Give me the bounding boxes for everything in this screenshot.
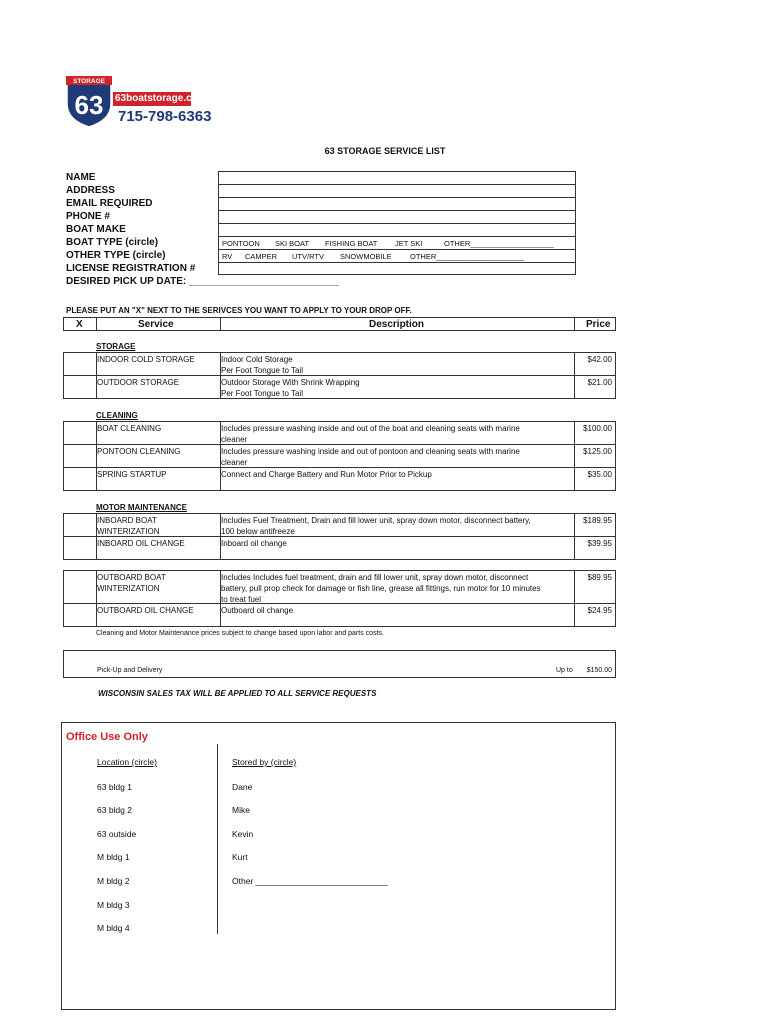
service-name: BOAT CLEANING [97,424,162,433]
divider [574,318,575,330]
table-row[interactable] [63,513,616,537]
location-option[interactable]: M bldg 1 [97,852,130,862]
desc-line: battery, pull prop check for damage or fish line, grease all fittings, run motor for 10 minutes [221,584,541,593]
field-label-pickup-date[interactable]: DESIRED PICK UP DATE: ___________________________ [66,276,340,287]
stored-by-option[interactable]: Kevin [232,829,254,839]
pickup-price: $150.00 [586,667,612,674]
location-option[interactable]: 63 bldg 1 [97,782,132,792]
other-type-utv[interactable]: UTV/RTV [292,252,324,261]
pickup-upto: Up to [556,667,573,674]
desc-line: Includes Includes fuel treatment, drain and fill lower unit, spray down motor, disconnect [221,573,529,582]
field-label-address: ADDRESS [66,185,115,196]
other-type-camper[interactable]: CAMPER [245,252,278,261]
logo-banner: STORAGE [72,78,106,85]
tax-notice: WISCONSIN SALES TAX WILL BE APPLIED TO ALL SERVICE REQUESTS [98,689,377,698]
service-description [221,515,561,537]
header-price: Price [586,319,611,330]
section-motor: MOTOR MAINTENANCE [96,503,187,512]
table-row[interactable] [63,536,616,560]
other-type-rv[interactable]: RV [222,252,233,261]
address-input[interactable] [218,184,576,197]
divider [574,604,575,626]
service-price: $189.95 [583,516,612,525]
phone-input[interactable] [218,210,576,223]
service-description: Inboard oil change [221,539,287,548]
divider [574,571,575,603]
desc-line: Outdoor Storage With Shrink Wrapping [221,378,360,387]
service-price: $100.00 [583,424,612,433]
field-label-phone: PHONE # [66,211,110,222]
service-name: PONTOON CLEANING [97,447,181,456]
other-type-other[interactable]: OTHER_____________________ [410,252,524,261]
desc-line: cleaner [221,458,248,467]
desc-line: Per Foot Tongue to Tail [221,389,303,398]
header-x: X [76,319,83,330]
logo [64,76,114,128]
service-price: $42.00 [587,355,612,364]
header-service: Service [138,319,174,330]
divider [220,318,221,330]
service-price: $89.95 [587,573,612,582]
desc-line: Includes Fuel Treatment, Drain and fill lower unit, spray down motor, disconnect battery, [221,516,531,525]
service-line: WINTERIZATION [97,584,160,593]
divider [574,514,575,536]
field-label-name: NAME [66,172,96,183]
table-row[interactable] [63,352,616,376]
service-line: OUTBOARD BOAT [97,573,166,582]
desc-line: Indoor Cold Storage [221,355,293,364]
office-title: Office Use Only [66,731,148,743]
table-row[interactable] [63,467,616,491]
service-line: WINTERIZATION [97,527,160,536]
divider [96,318,97,330]
section-storage: STORAGE [96,342,136,351]
service-name [97,515,217,537]
table-row[interactable] [63,570,616,604]
service-line: INBOARD BOAT [97,516,157,525]
stored-by-option[interactable]: Kurt [232,852,248,862]
service-description [221,377,561,399]
name-input[interactable] [218,171,576,184]
service-description [221,423,561,445]
instruction-text: PLEASE PUT AN "X" NEXT TO THE SERIVCES YOU WANT TO APPLY TO YOUR DROP OFF. [66,306,412,315]
license-input[interactable] [218,262,576,275]
table-row[interactable] [63,421,616,445]
service-description [221,572,561,605]
header-description: Description [369,319,425,330]
location-option[interactable]: M bldg 4 [97,923,130,933]
location-option[interactable]: 63 bldg 2 [97,805,132,815]
page-title: 63 STORAGE SERVICE LIST [324,146,446,156]
service-price: $35.00 [587,470,612,479]
logo-shield-icon [64,76,114,128]
desc-line: Includes pressure washing inside and out of the boat and cleaning seats with marine [221,424,520,433]
service-description [221,354,561,376]
location-option[interactable]: M bldg 3 [97,900,130,910]
boat-type-pontoon[interactable]: PONTOON [222,239,260,248]
section-cleaning: CLEANING [96,411,138,420]
logo-domain: 63boatstorage.com [115,93,207,104]
boat-type-jet-ski[interactable]: JET SKI [395,239,423,248]
service-price: $125.00 [583,447,612,456]
table-row[interactable] [63,603,616,627]
divider [574,376,575,398]
other-type-snowmobile[interactable]: SNOWMOBILE [340,252,392,261]
service-name: INBOARD OIL CHANGE [97,539,185,548]
location-option[interactable]: M bldg 2 [97,876,130,886]
service-name: SPRING STARTUP [97,470,167,479]
service-price: $24.95 [587,606,612,615]
service-name: OUTDOOR STORAGE [97,378,180,387]
pickup-label: Pick-Up and Delivery [97,667,163,674]
desc-line: Includes pressure washing inside and out of pontoon and cleaning seats with marine [221,447,520,456]
stored-by-option[interactable]: Other ____________________________ [232,876,388,886]
service-description [221,446,561,468]
field-label-other-type: OTHER TYPE (circle) [66,250,166,261]
divider [574,537,575,559]
desc-line: Per Foot Tongue to Tail [221,366,303,375]
boat-type-ski-boat[interactable]: SKI BOAT [275,239,310,248]
email-input[interactable] [218,197,576,210]
divider [574,468,575,490]
table-row[interactable] [63,375,616,399]
divider [574,353,575,375]
office-divider [217,744,218,934]
service-description: Connect and Charge Battery and Run Motor Prior to Pickup [221,470,432,479]
table-row[interactable] [63,650,616,678]
price-note: Cleaning and Motor Maintenance prices subject to change based upon labor and parts costs. [96,630,384,637]
desc-line: cleaner [221,435,248,444]
service-price: $21.00 [587,378,612,387]
logo-phone: 715-798-6363 [118,108,212,125]
field-label-email: EMAIL REQUIRED [66,198,153,209]
table-row[interactable] [63,444,616,468]
field-label-boat-type: BOAT TYPE (circle) [66,237,159,248]
other-type-options[interactable] [218,249,576,262]
boat-type-other[interactable]: OTHER____________________ [444,239,554,248]
field-label-boat-make: BOAT MAKE [66,224,126,235]
desc-line: to treat fuel [221,595,262,604]
boat-type-fishing-boat[interactable]: FISHING BOAT [325,239,378,248]
boat-type-options[interactable] [218,236,576,249]
service-name [97,572,217,594]
location-header: Location (circle) [97,757,157,767]
service-price: $39.95 [587,539,612,548]
divider [574,445,575,467]
location-option[interactable]: 63 outside [97,829,137,839]
service-name: INDOOR COLD STORAGE [97,355,195,364]
stored-by-option[interactable]: Dane [232,782,253,792]
service-name: OUTBOARD OIL CHANGE [97,606,194,615]
field-label-license: LICENSE REGISTRATION # [66,263,196,274]
stored-by-header: Stored by (circle) [232,757,297,767]
logo-number: 63 [74,90,104,120]
service-description: Outboard oil change [221,606,294,615]
table-header [63,317,616,331]
desc-line: 100 below antifreeze [221,527,295,536]
divider [574,422,575,444]
stored-by-option[interactable]: Mike [232,805,250,815]
boat-make-input[interactable] [218,223,576,236]
